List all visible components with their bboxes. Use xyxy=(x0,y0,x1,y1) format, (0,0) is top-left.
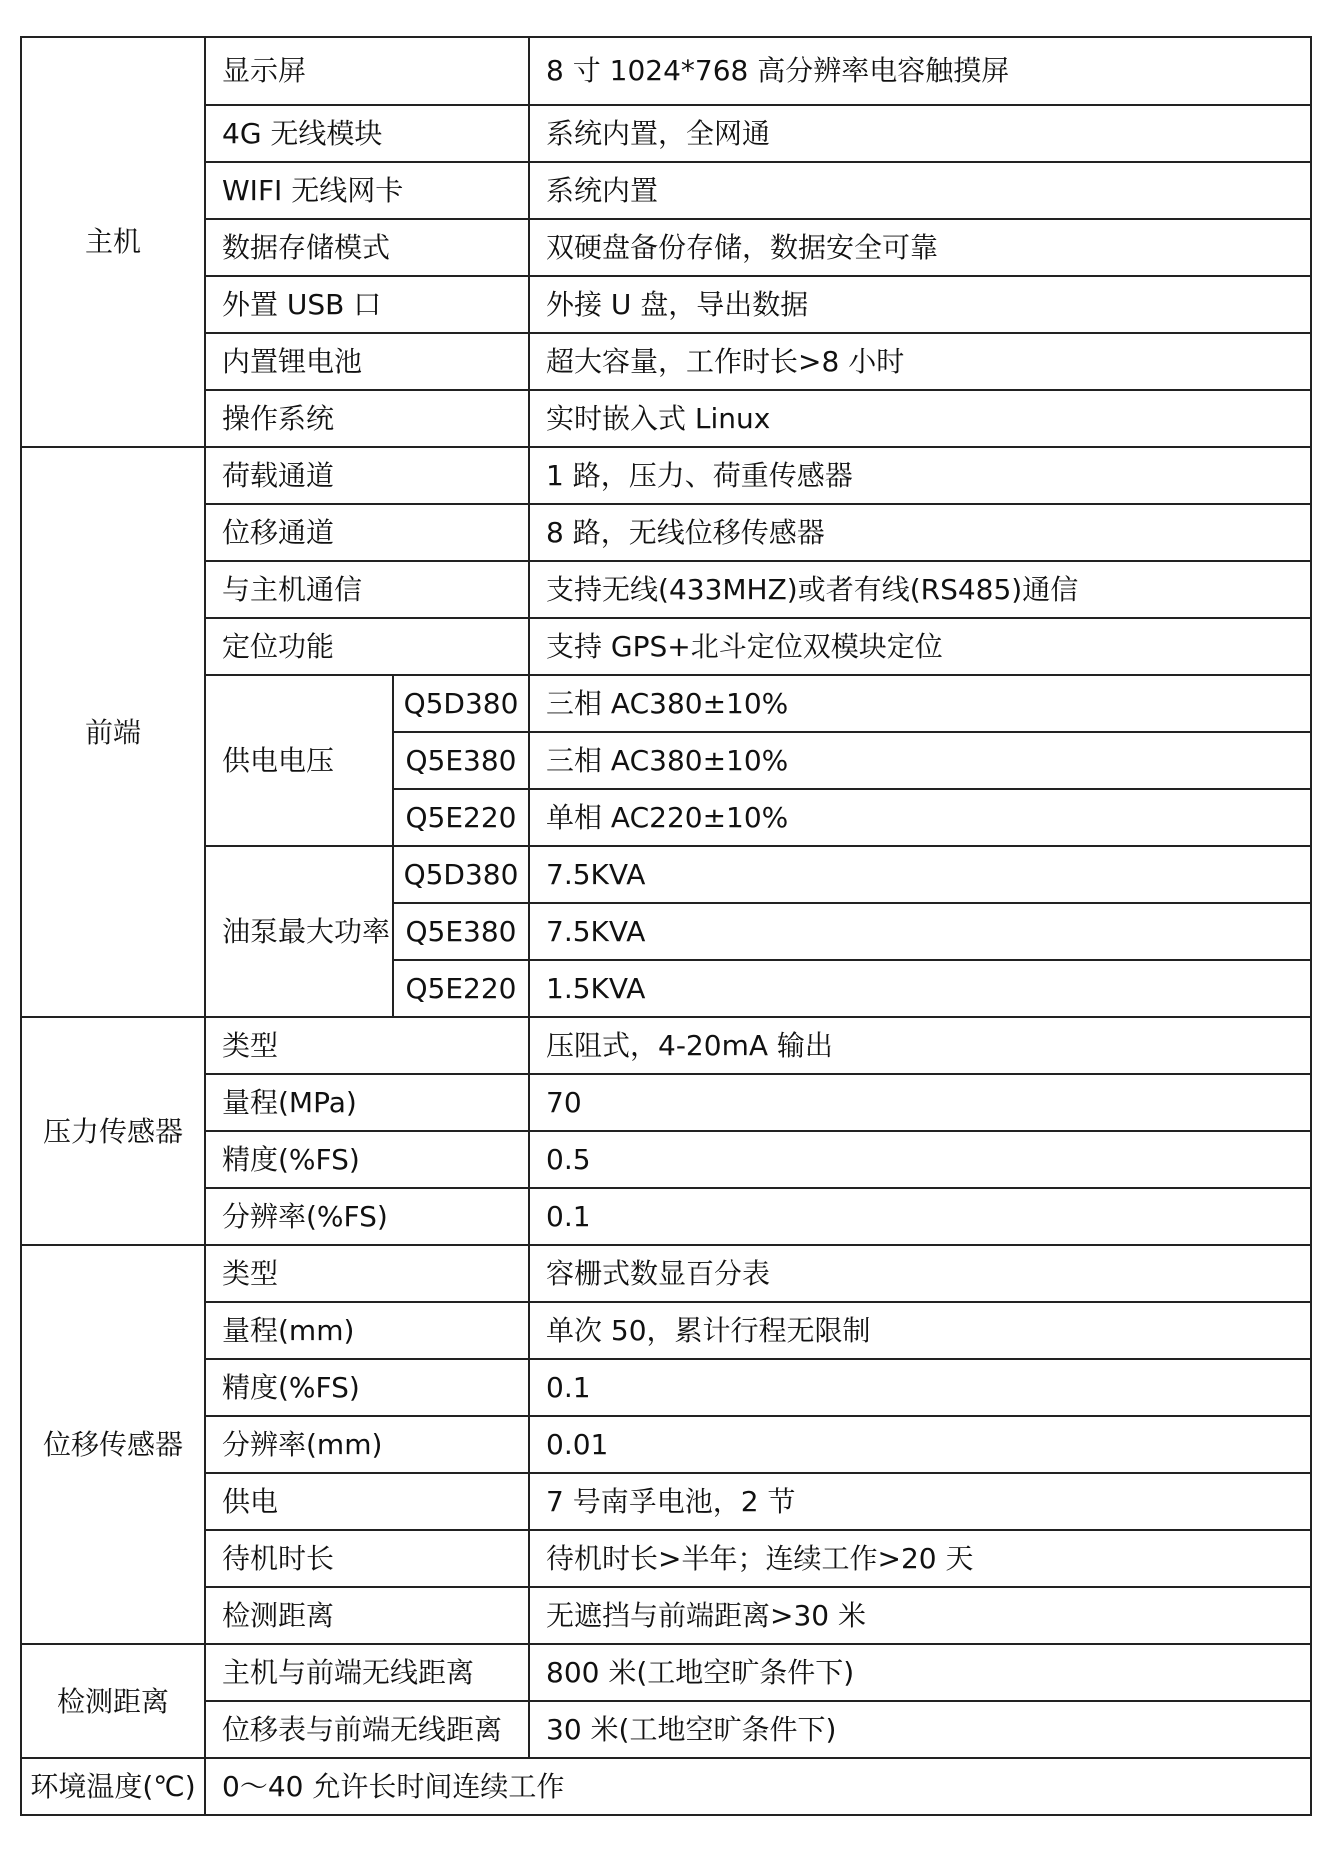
category-frontend: 前端 xyxy=(21,447,205,1017)
row-label: 内置锂电池 xyxy=(205,333,529,390)
row-value: 0.1 xyxy=(529,1359,1311,1416)
row-label: 量程(MPa) xyxy=(205,1074,529,1131)
table-row xyxy=(21,561,1311,618)
row-value: 单次 50，累计行程无限制 xyxy=(529,1302,1311,1359)
table-row xyxy=(21,219,1311,276)
row-label: 精度(%FS) xyxy=(205,1359,529,1416)
table-row xyxy=(21,1131,1311,1188)
table-row xyxy=(21,1017,1311,1074)
row-value: 0.5 xyxy=(529,1131,1311,1188)
table-row xyxy=(21,675,1311,732)
row-value: 三相 AC380±10% xyxy=(529,732,1311,789)
model-cell: Q5E220 xyxy=(393,960,529,1017)
row-label: 供电 xyxy=(205,1473,529,1530)
table-row xyxy=(21,1416,1311,1473)
voltage-label: 供电电压 xyxy=(205,675,393,846)
row-label: 量程(mm) xyxy=(205,1302,529,1359)
table-row xyxy=(21,390,1311,447)
table-row xyxy=(21,1758,1311,1815)
category-host: 主机 xyxy=(21,37,205,447)
table-row xyxy=(21,105,1311,162)
table-row xyxy=(21,1587,1311,1644)
table-row xyxy=(21,37,1311,105)
row-value: 0～40 允许长时间连续工作 xyxy=(205,1758,1311,1815)
pump-label: 油泵最大功率 xyxy=(205,846,393,1017)
row-value: 超大容量，工作时长>8 小时 xyxy=(529,333,1311,390)
row-value: 外接 U 盘，导出数据 xyxy=(529,276,1311,333)
row-label: 位移通道 xyxy=(205,504,529,561)
row-label: 操作系统 xyxy=(205,390,529,447)
category-displacement: 位移传感器 xyxy=(21,1245,205,1644)
row-label: WIFI 无线网卡 xyxy=(205,162,529,219)
row-value: 三相 AC380±10% xyxy=(529,675,1311,732)
row-value: 压阻式，4-20mA 输出 xyxy=(529,1017,1311,1074)
spec-table xyxy=(20,36,1312,1816)
table-row xyxy=(21,1644,1311,1701)
row-label: 分辨率(%FS) xyxy=(205,1188,529,1245)
row-label: 分辨率(mm) xyxy=(205,1416,529,1473)
row-label: 类型 xyxy=(205,1017,529,1074)
table-row xyxy=(21,846,1311,903)
row-value: 系统内置 xyxy=(529,162,1311,219)
row-value: 待机时长>半年；连续工作>20 天 xyxy=(529,1530,1311,1587)
row-label: 待机时长 xyxy=(205,1530,529,1587)
row-value: 8 路，无线位移传感器 xyxy=(529,504,1311,561)
table-row xyxy=(21,1530,1311,1587)
table-row xyxy=(21,1074,1311,1131)
model-cell: Q5D380 xyxy=(393,675,529,732)
table-row xyxy=(21,1188,1311,1245)
row-value: 7.5KVA xyxy=(529,903,1311,960)
row-label: 显示屏 xyxy=(205,37,529,105)
table-row xyxy=(21,1359,1311,1416)
row-value: 单相 AC220±10% xyxy=(529,789,1311,846)
row-value: 7 号南孚电池，2 节 xyxy=(529,1473,1311,1530)
table-row xyxy=(21,162,1311,219)
category-environment: 环境温度(℃) xyxy=(21,1758,205,1815)
row-label: 荷载通道 xyxy=(205,447,529,504)
row-label: 主机与前端无线距离 xyxy=(205,1644,529,1701)
row-value: 容栅式数显百分表 xyxy=(529,1245,1311,1302)
table-row xyxy=(21,1302,1311,1359)
row-value: 实时嵌入式 Linux xyxy=(529,390,1311,447)
table-row xyxy=(21,276,1311,333)
table-row xyxy=(21,447,1311,504)
row-value: 800 米(工地空旷条件下) xyxy=(529,1644,1311,1701)
row-label: 数据存储模式 xyxy=(205,219,529,276)
model-cell: Q5D380 xyxy=(393,846,529,903)
row-value: 70 xyxy=(529,1074,1311,1131)
row-label: 类型 xyxy=(205,1245,529,1302)
row-value: 系统内置，全网通 xyxy=(529,105,1311,162)
row-value: 0.1 xyxy=(529,1188,1311,1245)
row-value: 双硬盘备份存储，数据安全可靠 xyxy=(529,219,1311,276)
row-value: 支持 GPS+北斗定位双模块定位 xyxy=(529,618,1311,675)
category-pressure: 压力传感器 xyxy=(21,1017,205,1245)
row-label: 与主机通信 xyxy=(205,561,529,618)
row-value: 30 米(工地空旷条件下) xyxy=(529,1701,1311,1758)
model-cell: Q5E220 xyxy=(393,789,529,846)
table-row xyxy=(21,618,1311,675)
row-label: 位移表与前端无线距离 xyxy=(205,1701,529,1758)
row-value: 1 路，压力、荷重传感器 xyxy=(529,447,1311,504)
table-row xyxy=(21,1245,1311,1302)
row-value: 7.5KVA xyxy=(529,846,1311,903)
row-value: 0.01 xyxy=(529,1416,1311,1473)
table-row xyxy=(21,504,1311,561)
table-row xyxy=(21,1701,1311,1758)
row-label: 精度(%FS) xyxy=(205,1131,529,1188)
model-cell: Q5E380 xyxy=(393,903,529,960)
model-cell: Q5E380 xyxy=(393,732,529,789)
row-label: 外置 USB 口 xyxy=(205,276,529,333)
row-value: 支持无线(433MHZ)或者有线(RS485)通信 xyxy=(529,561,1311,618)
row-value: 8 寸 1024*768 高分辨率电容触摸屏 xyxy=(529,37,1311,105)
category-distance: 检测距离 xyxy=(21,1644,205,1758)
table-row xyxy=(21,333,1311,390)
row-label: 定位功能 xyxy=(205,618,529,675)
row-value: 1.5KVA xyxy=(529,960,1311,1017)
table-row xyxy=(21,1473,1311,1530)
row-value: 无遮挡与前端距离>30 米 xyxy=(529,1587,1311,1644)
row-label: 检测距离 xyxy=(205,1587,529,1644)
row-label: 4G 无线模块 xyxy=(205,105,529,162)
